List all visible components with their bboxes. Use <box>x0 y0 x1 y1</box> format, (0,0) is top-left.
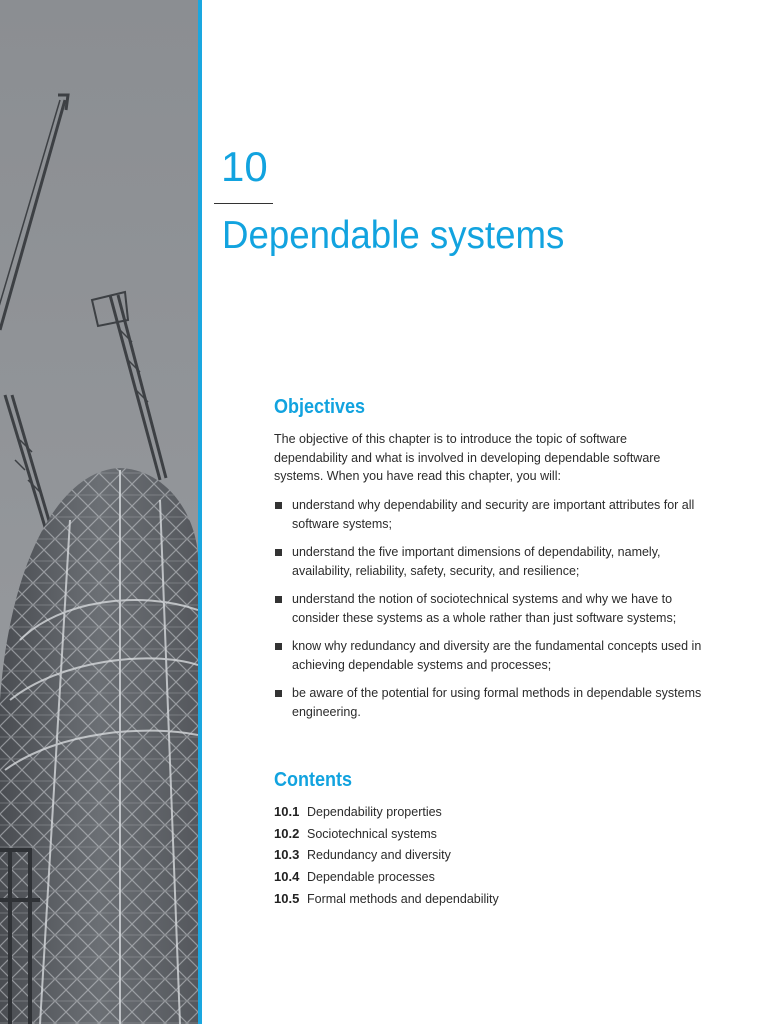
contents-item <box>274 803 499 825</box>
square-bullet-icon <box>275 690 282 697</box>
contents-item <box>274 868 499 890</box>
contents-heading: Contents <box>274 769 353 791</box>
objectives-list <box>274 496 714 731</box>
cover-photo-panel <box>0 0 198 1024</box>
contents-list <box>274 803 499 911</box>
section-number: 10.5 <box>274 890 300 906</box>
chapter-number: 10 <box>221 143 268 190</box>
section-title: Formal methods and dependability <box>307 891 499 906</box>
objective-item <box>274 590 714 627</box>
contents-item <box>274 846 499 868</box>
chapter-number-underline <box>214 203 273 204</box>
objective-item <box>274 543 714 580</box>
section-title: Sociotechnical systems <box>307 826 437 841</box>
section-title: Dependability properties <box>307 805 442 819</box>
objective-text: understand the five important dimensions of dependability, namely, availability, reliability, safety, security, and resilience; <box>292 545 661 578</box>
section-number: 10.4 <box>274 869 300 885</box>
objective-text: be aware of the potential for using formal methods in dependable systems engineering. <box>292 686 702 719</box>
contents-item <box>274 890 499 912</box>
objective-item <box>274 496 714 533</box>
contents-item <box>274 825 499 847</box>
section-title: Dependable processes <box>307 870 435 885</box>
objective-text: understand the notion of sociotechnical systems and why we have to consider these systems as a whole rather than just software systems; <box>292 592 677 625</box>
square-bullet-icon <box>275 502 282 509</box>
section-title: Redundancy and diversity <box>307 848 451 863</box>
objective-text: understand why dependability and security are important attributes for all software systems; <box>292 498 695 531</box>
objective-item <box>274 637 714 674</box>
square-bullet-icon <box>275 596 282 603</box>
square-bullet-icon <box>275 643 282 650</box>
section-number: 10.2 <box>274 825 300 841</box>
objective-text: know why redundancy and diversity are the fundamental concepts used in achieving dependable systems and processes; <box>292 639 702 672</box>
objective-item <box>274 684 714 721</box>
objectives-intro: The objective of this chapter is to introduce the topic of software dependability and what is involved in developing dependable software systems. When you have read this chapter, you will: <box>274 432 661 483</box>
building-cranes-photo <box>0 0 198 1024</box>
chapter-title: Dependable systems <box>222 214 565 257</box>
section-number: 10.1 <box>274 804 300 819</box>
objectives-heading: Objectives <box>274 396 366 418</box>
page-edge-rule <box>198 0 202 1024</box>
square-bullet-icon <box>275 549 282 556</box>
section-number: 10.3 <box>274 847 300 863</box>
